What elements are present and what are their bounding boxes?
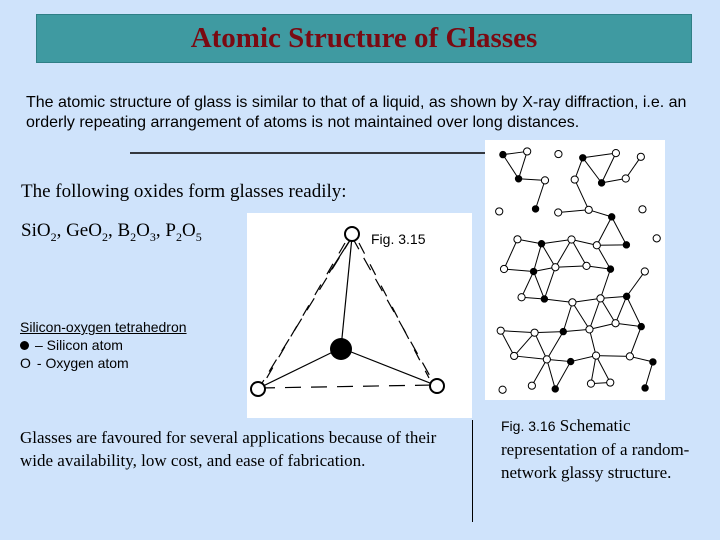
network-silicon-atom xyxy=(567,358,573,364)
network-oxygen-atom xyxy=(514,236,521,243)
network-oxygen-atom xyxy=(612,150,619,157)
network-silicon-atom xyxy=(530,268,536,274)
network-silicon-atom xyxy=(538,241,544,247)
fig315-label: Fig. 3.15 xyxy=(371,231,426,247)
network-silicon-atom xyxy=(560,328,566,334)
network-oxygen-atom xyxy=(511,352,518,359)
oxide-p2o5: $P_2O_5$ xyxy=(165,220,202,244)
network-silicon-atom xyxy=(598,180,604,186)
legend-silicon: – Silicon atom xyxy=(20,336,250,354)
network-silicon-atom xyxy=(623,293,629,299)
tetrahedron-diagram xyxy=(247,213,472,418)
network-silicon-atom xyxy=(642,385,648,391)
network-oxygen-atom xyxy=(626,353,633,360)
oxygen-atom-right xyxy=(430,379,444,393)
oxygen-atom-left xyxy=(251,382,265,396)
oxide-geo2: GeO$_2$ xyxy=(66,220,108,244)
random-network-diagram xyxy=(485,140,665,400)
network-oxygen-atom xyxy=(531,329,538,336)
network-silicon-atom xyxy=(638,323,644,329)
network-oxygen-atom xyxy=(622,175,629,182)
network-oxygen-atom xyxy=(593,242,600,249)
network-silicon-atom xyxy=(541,296,547,302)
network-oxygen-atom xyxy=(592,352,599,359)
network-oxygen-atom xyxy=(583,262,590,269)
network-silicon-atom xyxy=(580,155,586,161)
network-oxygen-atom xyxy=(637,153,644,160)
network-oxygen-atom xyxy=(569,299,576,306)
network-oxygen-atom xyxy=(639,206,646,213)
random-network-figure xyxy=(485,140,665,400)
network-oxygen-atom xyxy=(587,380,594,387)
network-oxygen-atom xyxy=(552,264,559,271)
network-oxygen-atom xyxy=(497,327,504,334)
network-silicon-atom xyxy=(607,266,613,272)
network-oxygen-atom xyxy=(524,148,531,155)
network-silicon-atom xyxy=(650,359,656,365)
legend-heading: Silicon-oxygen tetrahedron xyxy=(20,319,187,335)
network-oxygen-atom xyxy=(500,265,507,272)
glasses-paragraph: Glasses are favoured for several applications because of their wide availability, low cost, and ease of fabrication. xyxy=(20,428,437,470)
network-oxygen-atom xyxy=(571,176,578,183)
oxide-list: SiO$_2$, GeO$_2$, $B_2O_3$, $P_2O_5$ xyxy=(21,220,202,244)
network-silicon-atom xyxy=(552,386,558,392)
oxide-b2o3: $B_2O_3$ xyxy=(117,220,156,244)
filled-circle-icon xyxy=(20,341,29,350)
network-oxygen-atom xyxy=(555,150,562,157)
network-oxygen-atom xyxy=(597,295,604,302)
network-silicon-atom xyxy=(500,151,506,157)
network-oxygen-atom xyxy=(568,236,575,243)
network-oxygen-atom xyxy=(607,379,614,386)
network-silicon-atom xyxy=(609,214,615,220)
legend xyxy=(20,318,250,372)
network-oxygen-atom xyxy=(585,206,592,213)
network-oxygen-atom xyxy=(543,356,550,363)
network-oxygen-atom xyxy=(641,268,648,275)
network-oxygen-atom xyxy=(555,209,562,216)
fig316-caption xyxy=(501,414,711,484)
oxygen-symbol: O xyxy=(20,355,31,371)
fig316-text: Schematic representation of a random-network glassy structure. xyxy=(501,416,690,482)
network-oxygen-atom xyxy=(612,320,619,327)
network-oxygen-atom xyxy=(541,177,548,184)
network-oxygen-atom xyxy=(528,382,535,389)
network-oxygen-atom xyxy=(586,326,593,333)
tetrahedron-figure xyxy=(247,213,472,418)
network-oxygen-atom xyxy=(653,235,660,242)
slide-title: Atomic Structure of Glasses xyxy=(190,22,538,54)
vertical-divider xyxy=(472,420,473,522)
oxide-sio2: SiO$_2$ xyxy=(21,220,57,244)
oxygen-atom-top xyxy=(345,227,359,241)
network-silicon-atom xyxy=(623,242,629,248)
network-oxygen-atom xyxy=(518,294,525,301)
network-silicon-atom xyxy=(532,206,538,212)
silicon-atom xyxy=(330,338,352,360)
network-silicon-atom xyxy=(515,176,521,182)
legend-oxygen: O - Oxygen atom xyxy=(20,355,129,371)
oxides-heading: The following oxides form glasses readily: xyxy=(21,181,347,202)
network-oxygen-atom xyxy=(499,386,506,393)
fig316-label: Fig. 3.16 xyxy=(501,418,556,434)
intro-paragraph: The atomic structure of glass is similar to that of a liquid, as shown by X-ray diffraction, i.e. an orderly repeating arrangement of atoms is not maintained over long distances. xyxy=(26,94,687,131)
network-oxygen-atom xyxy=(496,208,503,215)
